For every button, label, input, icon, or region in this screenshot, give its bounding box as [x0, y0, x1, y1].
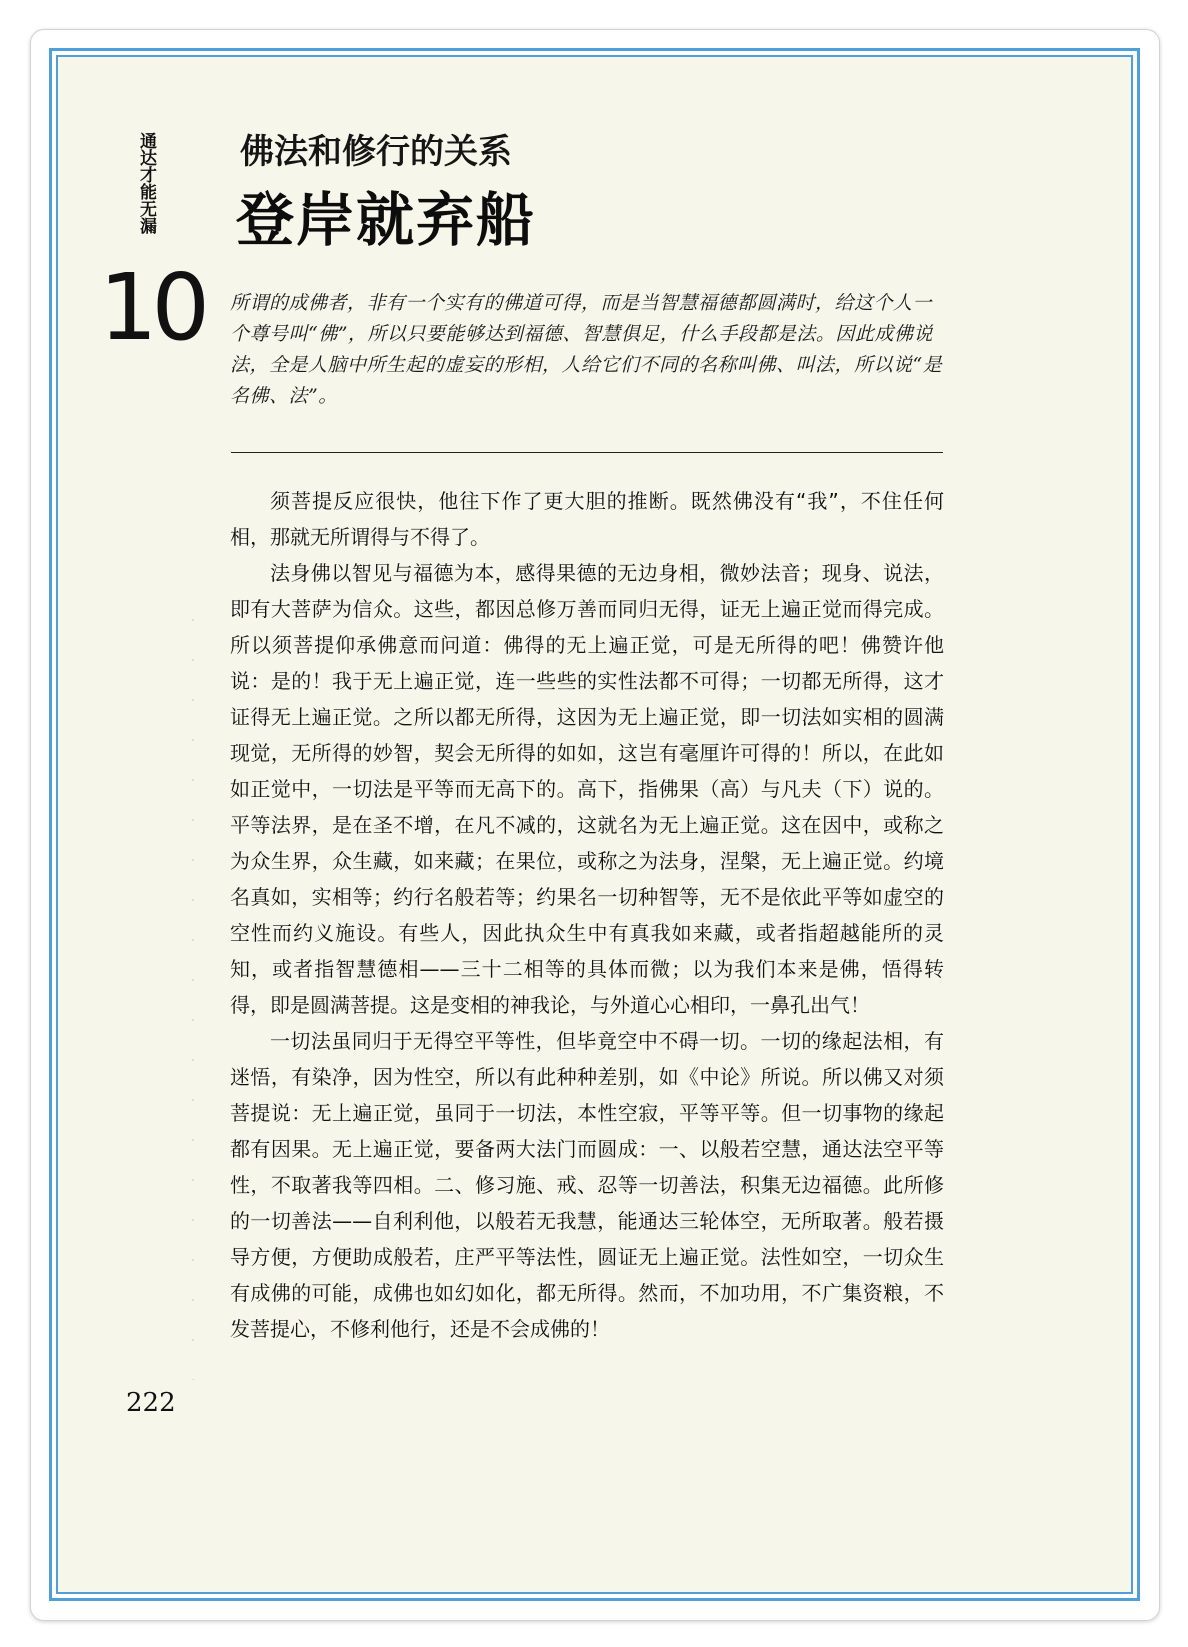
- divider-rule: [231, 452, 943, 453]
- body-text: [230, 483, 944, 1347]
- body-paragraph: 法身佛以智见与福德为本，感得果德的无边身相，微妙法音；现身、说法，即有大菩萨为信众。这些，都因总修万善而同归无得，证无上遍正觉而得完成。所以须菩提仰承佛意而问道：佛得的无上遍正觉，可是无所得的吧！佛赞许他说：是的！我于无上遍正觉，连一些些的实性法都不可得；一切都无所得，这才证得无上遍正觉。之所以都无所得，这因为无上遍正觉，即一切法如实相的圆满现觉，无所得的妙智，契会无所得的如如，这岂有毫厘许可得的！所以，在此如如正觉中，一切法是平等而无高下的。高下，指佛果（高）与凡夫（下）说的。平等法界，是在圣不增，在凡不减的，这就名为无上遍正觉。这在因中，或称之为众生界，众生藏，如来藏；在果位，或称之为法身，涅槃，无上遍正觉。约境名真如，实相等；约行名般若等；约果名一切种智等，无不是依此平等如虚空的空性而约义施设。有些人，因此执众生中有真我如来藏，或者指超越能所的灵知，或者指智慧德相——三十二相等的具体而微；以为我们本来是佛，悟得转得，即是圆满菩提。这是变相的神我论，与外道心心相印，一鼻孔出气！: [230, 561, 944, 1017]
- page-title: 登岸就弃船: [236, 186, 537, 254]
- intro-paragraph: 所谓的成佛者，非有一个实有的佛道可得，而是当智慧福德都圆满时，给这个人一个尊号叫“佛”，所以只要能够达到福德、智慧俱足，什么手段都是法。因此成佛说法，全是人脑中所生起的虚妄的形相，人给它们不同的名称叫佛、叫法，所以说“是名佛、法”。: [230, 292, 943, 407]
- chapter-number: 10: [99, 254, 205, 361]
- body-paragraph: 一切法虽同归于无得空平等性，但毕竟空中不碍一切。一切的缘起法相，有迷悟，有染净，因为性空，所以有此种种差别，如《中论》所说。所以佛又对须菩提说：无上遍正觉，虽同于一切法，本性空寂，平等平等。但一切事物的缘起都有因果。无上遍正觉，要备两大法门而圆成：一、以般若空慧，通达法空平等性，不取著我等四相。二、修习施、戒、忍等一切善法，积集无边福德。此所修的一切善法——自利利他，以般若无我慧，能通达三轮体空，无所取著。般若摄导方便，方便助成般若，庄严平等法性，圆证无上遍正觉。法性如空，一切众生有成佛的可能，成佛也如幻如化，都无所得。然而，不加功用，不广集资粮，不发菩提心，不修利他行，还是不会成佛的！: [230, 1029, 944, 1341]
- body-paragraph: 须菩提反应很快，他往下作了更大胆的推断。既然佛没有“我”，不住任何相，那就无所谓得与不得了。: [230, 489, 944, 549]
- page-subtitle: 佛法和修行的关系: [240, 132, 512, 172]
- page-number: 222: [126, 1388, 176, 1418]
- running-header: 通达才能无漏: [136, 132, 156, 234]
- margin-dots: [191, 600, 195, 1380]
